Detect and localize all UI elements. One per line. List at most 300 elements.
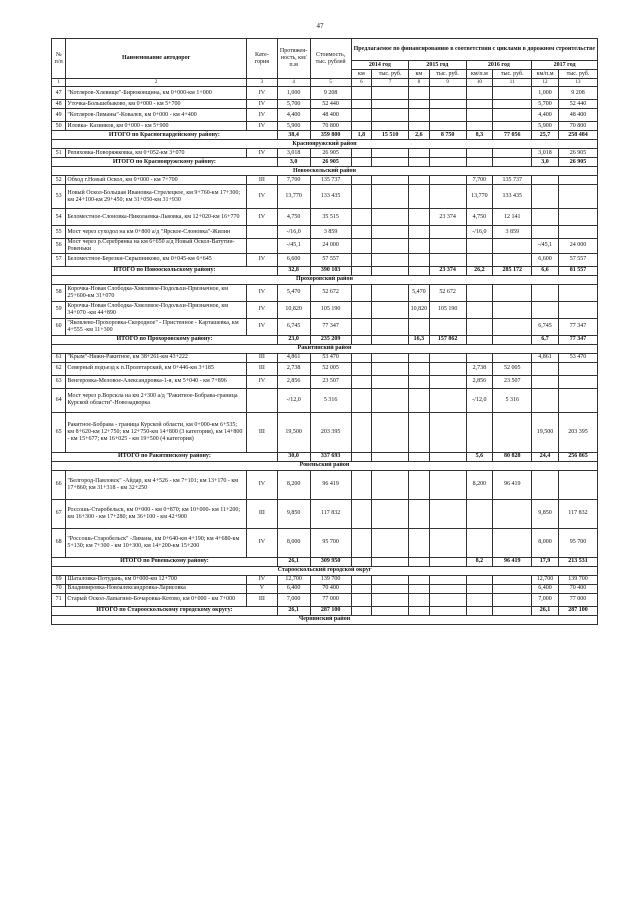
road-name: Обход г.Новый Оскол, км 0+000 - км 7+700 — [66, 176, 247, 185]
total-value: 26,1 — [532, 606, 559, 615]
financing-value — [429, 253, 466, 266]
road-name: "Россошь-Старобельск" -Лимана, км 0+640-км 4+190; км 4+680-км 5+130; км 7+300 - км 10+300, км 14+200-км 15+200 — [66, 528, 247, 557]
total-row — [52, 606, 598, 615]
financing-value: 133 435 — [493, 185, 532, 209]
total-value: 8,3 — [466, 131, 493, 140]
financing-value — [409, 593, 430, 606]
table-row — [52, 109, 598, 122]
financing-value — [372, 100, 409, 109]
road-name: "Крым"-Нижн-Ракитное, км 38+261-км 43+222 — [66, 353, 247, 362]
header-unit: км/п.м — [532, 70, 559, 79]
financing-value — [409, 353, 430, 362]
row-number: 52 — [52, 176, 66, 185]
road-cost: 53 470 — [310, 353, 351, 362]
road-category: IV — [246, 100, 277, 109]
road-category: IV — [246, 185, 277, 209]
total-value — [372, 452, 409, 461]
financing-value — [372, 122, 409, 131]
financing-value — [372, 176, 409, 185]
road-cost: 48 400 — [310, 109, 351, 122]
header-name: Наименование автодорог — [66, 39, 247, 79]
table-row — [52, 176, 598, 185]
total-value — [493, 335, 532, 344]
total-label: ИТОГО по Новооскольскому району: — [52, 266, 278, 275]
section-title: Ракитянский район — [52, 344, 598, 353]
financing-value: 96 419 — [493, 470, 532, 499]
financing-value: 48 400 — [558, 109, 597, 122]
financing-value — [372, 239, 409, 254]
row-number: 59 — [52, 301, 66, 318]
road-name: Репяховка-Новоряжковка, км 0+052-км 3+070 — [66, 149, 247, 158]
table-row — [52, 528, 598, 557]
financing-value — [466, 575, 493, 584]
financing-value — [493, 100, 532, 109]
financing-value — [558, 362, 597, 375]
header-cost: Стоимость, тыс. рублей — [310, 39, 351, 79]
road-financing-table — [51, 38, 598, 625]
financing-value — [409, 226, 430, 239]
total-length: 26,1 — [277, 557, 310, 566]
financing-value: 105 190 — [429, 301, 466, 318]
financing-value — [466, 149, 493, 158]
financing-value — [351, 226, 372, 239]
financing-value — [351, 593, 372, 606]
financing-value: 24 000 — [558, 239, 597, 254]
road-category: IV — [246, 318, 277, 335]
road-name: Беломестное-Березки-Скрыпниково, км 0+045-км 6+645 — [66, 253, 247, 266]
total-value: 258 484 — [558, 131, 597, 140]
section-title: Старооскольский городской округ — [52, 566, 598, 575]
header-unit: км/п.м — [466, 70, 493, 79]
financing-value — [532, 185, 559, 209]
road-name: "Котляров-Хлевище"-Бирюковщина, км 0+000-км 1+000 — [66, 87, 247, 100]
road-cost: 133 435 — [310, 185, 351, 209]
financing-value: 8,000 — [532, 528, 559, 557]
road-cost: 70 800 — [310, 122, 351, 131]
financing-value — [558, 226, 597, 239]
row-number: 69 — [52, 575, 66, 584]
financing-value — [466, 499, 493, 528]
financing-value — [493, 593, 532, 606]
financing-value — [372, 388, 409, 412]
total-value: 2,6 — [409, 131, 430, 140]
financing-value — [409, 109, 430, 122]
financing-value — [351, 412, 372, 452]
total-value: 213 531 — [558, 557, 597, 566]
financing-value: 2,856 — [466, 375, 493, 388]
total-label: ИТОГО по Старооскольскому городскому округу: — [52, 606, 278, 615]
road-cost: 70 400 — [310, 584, 351, 593]
financing-value — [466, 253, 493, 266]
financing-value — [429, 362, 466, 375]
header-unit: тыс. руб. — [372, 70, 409, 79]
road-category — [246, 388, 277, 412]
financing-value — [532, 375, 559, 388]
road-name: Владимировка-Новоалександровка-Ларисовка — [66, 584, 247, 593]
financing-value — [532, 284, 559, 301]
road-category — [246, 226, 277, 239]
financing-value — [372, 226, 409, 239]
total-row — [52, 335, 598, 344]
financing-value — [351, 284, 372, 301]
financing-value — [429, 109, 466, 122]
financing-value: 12 141 — [493, 209, 532, 226]
financing-value — [493, 149, 532, 158]
row-number: 67 — [52, 499, 66, 528]
financing-value: 5,900 — [532, 122, 559, 131]
road-category: IV — [246, 575, 277, 584]
financing-value — [493, 109, 532, 122]
financing-value — [351, 87, 372, 100]
financing-value — [372, 593, 409, 606]
road-cost: 117 832 — [310, 499, 351, 528]
road-length: 2,856 — [277, 375, 310, 388]
road-name: "Белгород-Павловск" -Айдар, км 4+526 - км 7+101; км 13+170 - км 17+860; км 31+318 - км 32+250 — [66, 470, 247, 499]
table-row — [52, 226, 598, 239]
financing-value — [372, 353, 409, 362]
financing-value — [532, 226, 559, 239]
total-label: ИТОГО по Краснояружскому району: — [52, 158, 278, 167]
financing-value: 26 905 — [558, 149, 597, 158]
total-value: 26,2 — [466, 266, 493, 275]
financing-value — [558, 470, 597, 499]
road-cost: 52 005 — [310, 362, 351, 375]
road-length: -/16,0 — [277, 226, 310, 239]
financing-value — [466, 528, 493, 557]
table-row — [52, 388, 598, 412]
financing-value: -/16,0 — [466, 226, 493, 239]
table-row — [52, 318, 598, 335]
total-value: 6,7 — [532, 335, 559, 344]
header-unit: тыс. руб. — [429, 70, 466, 79]
road-name: Россошь-Старобельск, км 0+000 - км 0+870; км 10+000- км 11+200; км 16+300 - км 17+280; км 36+100 - км 42+900 — [66, 499, 247, 528]
total-value — [409, 606, 430, 615]
road-length: 13,770 — [277, 185, 310, 209]
column-number: 7 — [372, 79, 409, 87]
financing-value — [466, 100, 493, 109]
financing-value: 70 800 — [558, 122, 597, 131]
road-category: IV — [246, 209, 277, 226]
total-value: 80 828 — [493, 452, 532, 461]
header-unit: км — [351, 70, 372, 79]
road-cost: 52 440 — [310, 100, 351, 109]
total-value: 81 557 — [558, 266, 597, 275]
financing-value: 203 395 — [558, 412, 597, 452]
header-year: 2016 год — [466, 61, 532, 70]
column-number: 9 — [429, 79, 466, 87]
road-length: 7,000 — [277, 593, 310, 606]
financing-value — [466, 109, 493, 122]
total-label: ИТОГО по Ракитянскому району: — [52, 452, 278, 461]
financing-value — [466, 301, 493, 318]
financing-value — [429, 185, 466, 209]
road-name: Уточка-Большебыково, км 0+000 - км 5+700 — [66, 100, 247, 109]
total-value — [409, 158, 430, 167]
road-category: III — [246, 412, 277, 452]
financing-value: 52 440 — [558, 100, 597, 109]
column-number: 10 — [466, 79, 493, 87]
road-cost: 203 395 — [310, 412, 351, 452]
financing-value: 1,000 — [532, 87, 559, 100]
financing-value — [466, 584, 493, 593]
road-name: Новый Оскол-Большая Ивановка-Стрелецкое, км 9+760-км 17+300; км 24+100-км 29+450; км 31+050-км 31+930 — [66, 185, 247, 209]
financing-value — [409, 470, 430, 499]
road-name: Мост через р.Ворскла на км 2+300 а/д "Ракитное-Бобрава-граница Курской области"-Новозадворка — [66, 388, 247, 412]
financing-value — [493, 122, 532, 131]
road-length: 8,200 — [277, 470, 310, 499]
road-name: Корочка-Новая Слободка-Хмелевое-Подольхи-Призначное, км 34+070 -км 44+890 — [66, 301, 247, 318]
header-unit: тыс. руб. — [493, 70, 532, 79]
financing-value: 139 700 — [558, 575, 597, 584]
road-category: IV — [246, 301, 277, 318]
total-row — [52, 158, 598, 167]
road-length: 19,500 — [277, 412, 310, 452]
table-row — [52, 239, 598, 254]
financing-value — [351, 100, 372, 109]
road-length: 6,600 — [277, 253, 310, 266]
financing-value — [409, 185, 430, 209]
financing-value — [466, 284, 493, 301]
total-value: 1,8 — [351, 131, 372, 140]
financing-value — [466, 412, 493, 452]
row-number: 48 — [52, 100, 66, 109]
road-length: 2,738 — [277, 362, 310, 375]
road-name: Венгеровка-Меловое-Александровка-1-я, км 5+040 - км 7+896 — [66, 375, 247, 388]
total-value: 77 056 — [493, 131, 532, 140]
road-name: "Котляров-Лиманы"-Ковалев, км 0+000 - км 4+400 — [66, 109, 247, 122]
financing-value — [493, 499, 532, 528]
road-length: 4,400 — [277, 109, 310, 122]
row-number: 58 — [52, 284, 66, 301]
financing-value — [558, 301, 597, 318]
row-number: 50 — [52, 122, 66, 131]
financing-value: 5,470 — [409, 284, 430, 301]
road-length: 9,850 — [277, 499, 310, 528]
financing-value — [372, 584, 409, 593]
financing-value — [429, 226, 466, 239]
row-number: 60 — [52, 318, 66, 335]
total-value — [351, 335, 372, 344]
financing-value — [351, 301, 372, 318]
financing-value — [429, 100, 466, 109]
section-title: Чернянский район — [52, 615, 598, 624]
section-title: Новооскольский район — [52, 167, 598, 176]
financing-value — [409, 209, 430, 226]
financing-value — [351, 109, 372, 122]
total-value: 25,7 — [532, 131, 559, 140]
financing-value — [429, 87, 466, 100]
financing-value — [351, 388, 372, 412]
total-value — [466, 335, 493, 344]
road-length: -/12,0 — [277, 388, 310, 412]
financing-value — [372, 412, 409, 452]
financing-value — [429, 499, 466, 528]
total-cost: 359 800 — [310, 131, 351, 140]
financing-value — [351, 353, 372, 362]
total-row — [52, 266, 598, 275]
financing-value: 23 374 — [429, 209, 466, 226]
financing-value — [351, 584, 372, 593]
total-value — [372, 557, 409, 566]
financing-value — [409, 375, 430, 388]
financing-value — [429, 122, 466, 131]
financing-value: 7,700 — [466, 176, 493, 185]
road-name: Шаталовка-Потудань, км 0+000-км 12+700 — [66, 575, 247, 584]
financing-value — [429, 388, 466, 412]
total-value — [351, 557, 372, 566]
road-category: III — [246, 362, 277, 375]
row-number: 63 — [52, 375, 66, 388]
total-value: 8,2 — [466, 557, 493, 566]
table-row — [52, 362, 598, 375]
road-length: 8,000 — [277, 528, 310, 557]
table-row — [52, 593, 598, 606]
financing-value — [429, 375, 466, 388]
financing-value — [372, 470, 409, 499]
financing-value — [351, 176, 372, 185]
total-value: 8 750 — [429, 131, 466, 140]
road-name: Старый Оскол-Лапыгино-Бочаровка-Котово, км 0+000 - км 7+000 — [66, 593, 247, 606]
financing-value — [351, 362, 372, 375]
road-category: IV — [246, 470, 277, 499]
financing-value — [493, 584, 532, 593]
row-number: 61 — [52, 353, 66, 362]
financing-value — [532, 301, 559, 318]
financing-value — [409, 100, 430, 109]
row-number: 71 — [52, 593, 66, 606]
total-value: 16,3 — [409, 335, 430, 344]
road-cost: 77 000 — [310, 593, 351, 606]
financing-value — [493, 575, 532, 584]
financing-value — [429, 149, 466, 158]
total-value: 3,0 — [532, 158, 559, 167]
financing-value: 13,770 — [466, 185, 493, 209]
road-name: Северный подъезд к п.Пролетарский, км 0+446-км 3+185 — [66, 362, 247, 375]
financing-value — [351, 499, 372, 528]
financing-value: 4,861 — [532, 353, 559, 362]
table-row — [52, 149, 598, 158]
road-name: Мост через р.Серебрянка на км 6+650 а/д Новый Оскол-Ватутин-Ровеньки — [66, 239, 247, 254]
financing-value — [409, 239, 430, 254]
financing-value: 19,500 — [532, 412, 559, 452]
financing-value — [558, 284, 597, 301]
financing-value: 6,600 — [532, 253, 559, 266]
road-category: V — [246, 584, 277, 593]
road-cost: 24 000 — [310, 239, 351, 254]
road-category: IV — [246, 375, 277, 388]
financing-value — [493, 353, 532, 362]
total-length: 30,0 — [277, 452, 310, 461]
financing-value — [429, 239, 466, 254]
total-value: 15 510 — [372, 131, 409, 140]
financing-value — [372, 499, 409, 528]
column-number: 5 — [310, 79, 351, 87]
financing-value — [429, 318, 466, 335]
financing-value — [372, 284, 409, 301]
financing-value — [429, 593, 466, 606]
section-row — [52, 167, 598, 176]
table-row — [52, 122, 598, 131]
row-number: 51 — [52, 149, 66, 158]
total-value — [429, 557, 466, 566]
financing-value — [466, 239, 493, 254]
road-name: Мост через суходол на км 0+800 а/д "Ярское-Слоновка"-Жилин — [66, 226, 247, 239]
row-number: 68 — [52, 528, 66, 557]
road-cost: 77 347 — [310, 318, 351, 335]
total-value — [351, 158, 372, 167]
road-cost: 5 316 — [310, 388, 351, 412]
road-cost: 23 507 — [310, 375, 351, 388]
financing-value: 135 737 — [493, 176, 532, 185]
financing-value — [429, 470, 466, 499]
financing-value: 23 507 — [493, 375, 532, 388]
row-number: 54 — [52, 209, 66, 226]
financing-value — [372, 87, 409, 100]
total-cost: 337 693 — [310, 452, 351, 461]
financing-value — [466, 593, 493, 606]
financing-value — [558, 388, 597, 412]
total-value — [409, 266, 430, 275]
financing-value — [372, 375, 409, 388]
road-length: 10,820 — [277, 301, 310, 318]
road-category: III — [246, 176, 277, 185]
header-unit: км — [409, 70, 430, 79]
total-value — [409, 557, 430, 566]
financing-value — [429, 528, 466, 557]
total-cost: 235 209 — [310, 335, 351, 344]
financing-value — [409, 575, 430, 584]
road-category — [246, 239, 277, 254]
financing-value: 5 316 — [493, 388, 532, 412]
financing-value: 95 700 — [558, 528, 597, 557]
financing-value: 77 000 — [558, 593, 597, 606]
financing-value — [351, 318, 372, 335]
financing-value — [558, 176, 597, 185]
total-value — [351, 452, 372, 461]
total-cost: 26 905 — [310, 158, 351, 167]
financing-value: 9 208 — [558, 87, 597, 100]
table-row — [52, 185, 598, 209]
section-title: Прохоровский район — [52, 275, 598, 284]
column-number: 6 — [351, 79, 372, 87]
section-row — [52, 140, 598, 149]
table-row — [52, 353, 598, 362]
financing-value — [372, 149, 409, 158]
financing-value — [532, 470, 559, 499]
financing-value: 52 005 — [493, 362, 532, 375]
table-row — [52, 499, 598, 528]
financing-value: 4,400 — [532, 109, 559, 122]
financing-value — [372, 253, 409, 266]
total-value — [429, 452, 466, 461]
row-number: 47 — [52, 87, 66, 100]
road-length: 6,400 — [277, 584, 310, 593]
financing-value — [351, 575, 372, 584]
road-cost: 3 859 — [310, 226, 351, 239]
table-row — [52, 584, 598, 593]
section-title: Краснояружский район — [52, 140, 598, 149]
total-value — [493, 606, 532, 615]
financing-value — [351, 209, 372, 226]
road-name: Беломестное-Слоновка-Николаевка-Львовка, км 12+020-км 16+770 — [66, 209, 247, 226]
road-length: 4,750 — [277, 209, 310, 226]
total-length: 38,4 — [277, 131, 310, 140]
financing-value — [429, 412, 466, 452]
total-value: 24,4 — [532, 452, 559, 461]
financing-value — [409, 122, 430, 131]
financing-value: 52 672 — [429, 284, 466, 301]
total-value — [493, 158, 532, 167]
